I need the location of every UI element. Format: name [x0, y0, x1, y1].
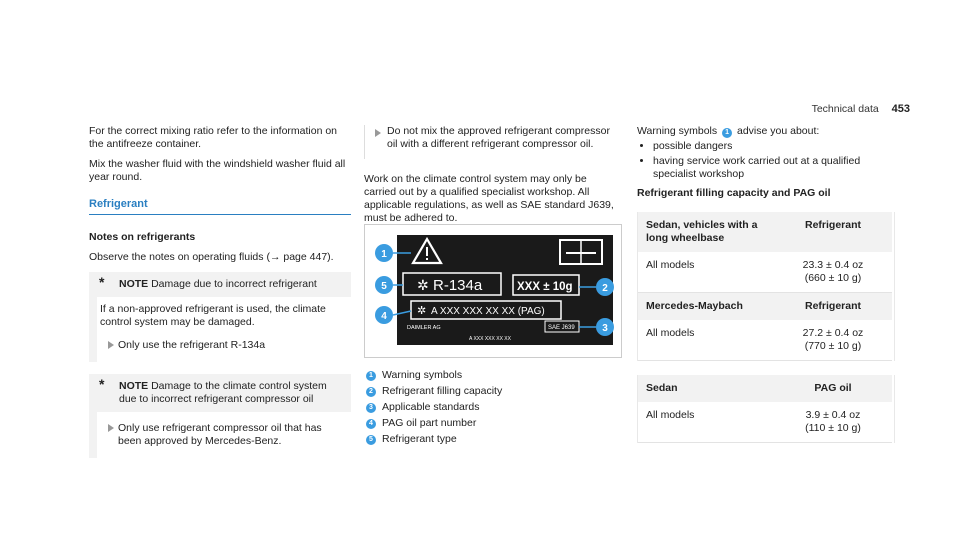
table-header-row	[638, 212, 892, 252]
table-header-cell: PAG oil	[774, 375, 892, 402]
callout-number-badge: 3	[366, 403, 376, 413]
callout-number-badge: 4	[366, 419, 376, 429]
section-title-refrigerant: Refrigerant	[89, 198, 148, 210]
capacity-title: Refrigerant filling capacity and PAG oil	[637, 187, 831, 199]
table-header-cell: Refrigerant	[774, 293, 892, 320]
table-cell: 3.9 ± 0.4 oz (110 ± 10 g)	[774, 402, 892, 443]
table-cell: All models	[638, 402, 774, 443]
table-header-cell: Mercedes-Maybach	[638, 293, 774, 320]
oil-gear-icon: ✲	[417, 305, 427, 317]
part-number-text: A XXX XXX XX XX	[469, 336, 511, 342]
note-header	[89, 374, 351, 412]
column-1	[89, 125, 351, 458]
note-title: Damage due to incorrect refrigerant	[151, 278, 317, 290]
note-instruction	[97, 329, 351, 362]
legend-item	[366, 385, 616, 398]
notes-text: Observe the notes on operating fluids (→ page 447).	[89, 251, 334, 263]
callout-number-badge: 1	[722, 128, 732, 138]
table-row	[638, 320, 892, 361]
table-cell: 27.2 ± 0.4 oz (770 ± 10 g)	[774, 320, 892, 361]
note-body: If a non-approved refrigerant is used, the climate control system may be damaged.	[97, 297, 351, 329]
table-cell: 23.3 ± 0.4 oz (660 ± 10 g)	[774, 252, 892, 293]
oil-instruction	[364, 125, 620, 159]
instruction-text: Do not mix the approved refrigerant compressor oil with a different refrigerant compressor oil.	[387, 125, 610, 150]
legend-item	[366, 401, 616, 414]
warning-star-icon: *	[99, 376, 105, 392]
capacity-text: XXX ± 10g	[517, 281, 573, 293]
instruction-arrow-icon	[108, 341, 114, 349]
table-cell: All models	[638, 252, 774, 293]
paragraph-washer: Mix the washer fluid with the windshield washer fluid all year round.	[89, 158, 346, 183]
legend-item	[366, 369, 616, 382]
legend-text: Refrigerant type	[382, 433, 457, 445]
table-header-cell: Refrigerant	[774, 212, 892, 252]
intro-text-end: advise you about:	[736, 125, 820, 137]
warning-intro	[637, 125, 895, 138]
table-cell: All models	[638, 320, 774, 361]
table-row	[638, 402, 892, 443]
label-legend	[366, 369, 616, 449]
section-divider	[89, 214, 351, 215]
note-box-oil	[89, 374, 351, 458]
legend-text: Refrigerant filling capacity	[382, 385, 503, 397]
page-number: 453	[891, 103, 910, 115]
table-header-cell: Sedan, vehicles with a long wheelbase	[638, 212, 774, 252]
instruction-arrow-icon	[108, 424, 114, 432]
instruction-text: Only use refrigerant compressor oil that has been approved by Mercedes-Benz.	[118, 422, 322, 447]
instruction-text: Only use the refrigerant R-134a	[118, 339, 266, 351]
callout-number-badge: 2	[366, 387, 376, 397]
note-label: NOTE	[119, 380, 149, 392]
intro-text: Warning symbols	[637, 125, 718, 137]
svg-text:3: 3	[602, 323, 608, 334]
section-name: Technical data	[811, 103, 879, 115]
svg-text:4: 4	[381, 311, 387, 322]
callout-number-badge: 1	[366, 371, 376, 381]
warning-bullet-list	[637, 140, 895, 181]
refrigerant-type-text: R-134a	[433, 277, 483, 294]
legend-item	[366, 417, 616, 430]
note-header	[89, 272, 351, 297]
instruction-arrow-icon	[375, 129, 381, 137]
page-header	[700, 103, 910, 116]
list-item: • having service work carried out at a qualified specialist workshop	[653, 155, 895, 181]
legend-text: PAG oil part number	[382, 417, 477, 429]
table-header-row	[638, 293, 892, 320]
standard-text: SAE J639	[548, 325, 575, 331]
gear-icon: ✲	[417, 277, 429, 293]
column-2	[364, 125, 620, 225]
note-label: NOTE	[119, 278, 149, 290]
oil-part-text: A XXX XXX XX XX (PAG)	[431, 306, 545, 317]
maker-text: DAIMLER AG	[407, 325, 441, 331]
list-item: • possible dangers	[653, 140, 895, 153]
refrigerant-label-svg	[365, 225, 621, 357]
capacity-table-sedan	[637, 212, 895, 293]
note-box-refrigerant	[89, 272, 351, 362]
svg-text:1: 1	[381, 249, 387, 260]
warning-star-icon: *	[99, 274, 105, 290]
refrigerant-label-image	[364, 224, 622, 358]
table-header-row	[638, 375, 892, 402]
legend-item	[366, 433, 616, 446]
column-3	[637, 125, 895, 443]
note-instruction	[97, 412, 351, 458]
pag-oil-table	[637, 375, 895, 443]
legend-text: Applicable standards	[382, 401, 480, 413]
svg-text:2: 2	[602, 283, 608, 294]
table-header-cell: Sedan	[638, 375, 774, 402]
paragraph-mixing: For the correct mixing ratio refer to the information on the antifreeze container.	[89, 125, 338, 150]
note-title: Damage to the climate control system due to incorrect refrigerant compressor oil	[119, 380, 327, 405]
notes-title: Notes on refrigerants	[89, 231, 196, 243]
paragraph-climate-work: Work on the climate control system may only be carried out by a qualified specialist workshop. All applicable regulations, as well as SAE standard J639, must be adhered to.	[364, 173, 614, 224]
callout-number-badge: 5	[366, 435, 376, 445]
svg-text:5: 5	[381, 281, 387, 292]
legend-text: Warning symbols	[382, 369, 463, 381]
capacity-table-maybach	[637, 293, 895, 361]
table-row	[638, 252, 892, 293]
